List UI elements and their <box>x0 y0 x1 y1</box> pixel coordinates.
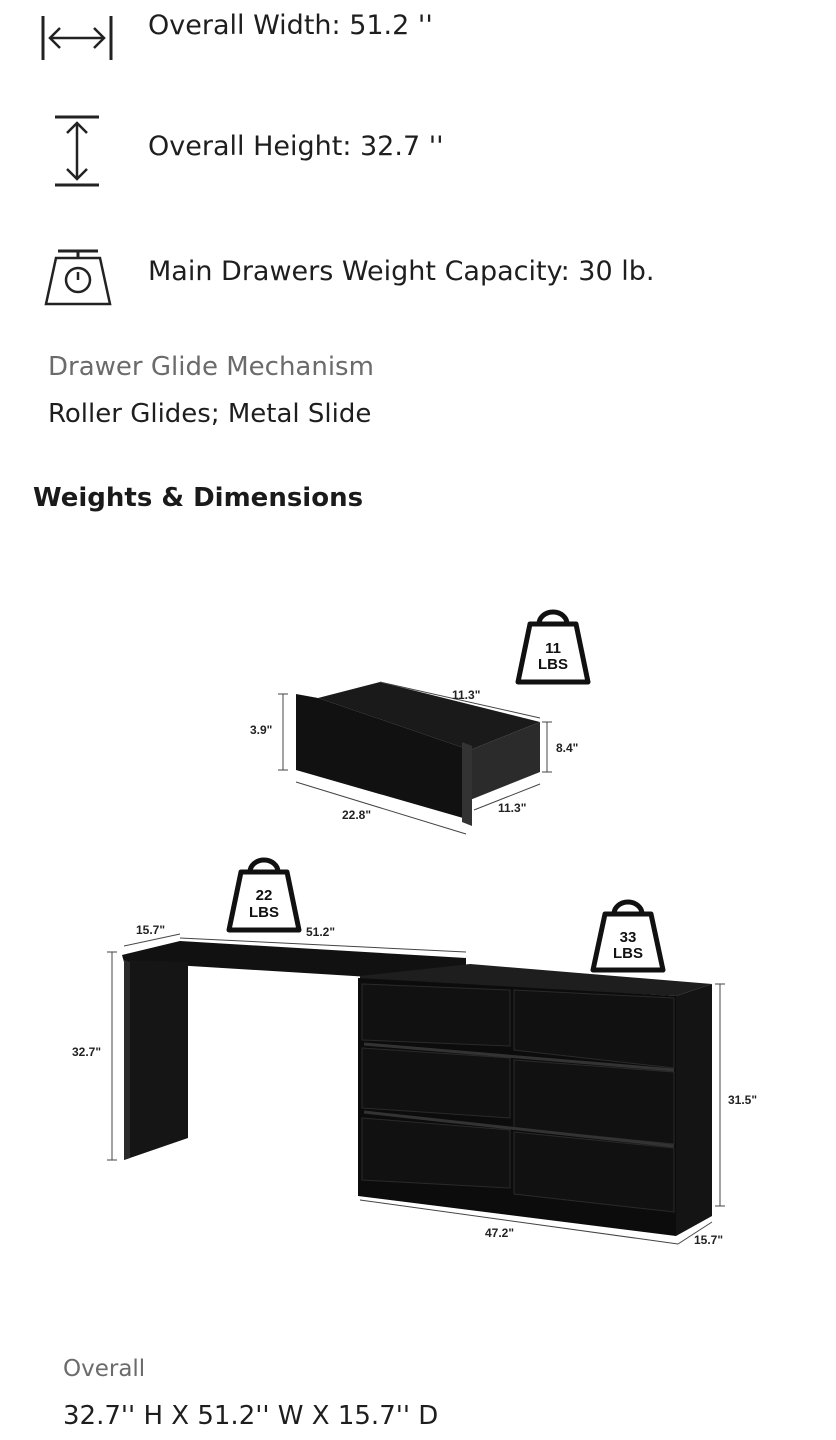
overall-dimensions-value: 32.7'' H X 51.2'' W X 15.7'' D <box>63 1401 439 1431</box>
desk-depth-dim: 15.7" <box>136 923 166 937</box>
overall-height-text: Overall Height: 32.7 '' <box>148 131 444 162</box>
drawer-depth-dim: 11.3" <box>498 801 527 815</box>
dresser-width-dim: 47.2" <box>485 1226 515 1240</box>
desk-weight-number: 22 <box>255 887 273 904</box>
dresser-illustration <box>358 964 712 1236</box>
dresser-depth-dim: 15.7" <box>694 1233 724 1247</box>
spec-overall-width <box>0 0 836 72</box>
spec-weight-capacity <box>0 238 836 328</box>
dresser-height-dim: 31.5" <box>728 1093 758 1107</box>
drawer-glide-value: Roller Glides; Metal Slide <box>48 399 372 429</box>
drawer-top-width-dim: 11.3" <box>452 688 481 702</box>
drawer-weight-number: 11 <box>545 640 561 657</box>
dresser-weight-number: 33 <box>619 929 637 946</box>
overall-width-text: Overall Width: 51.2 '' <box>148 10 433 41</box>
desk-height-dim: 32.7" <box>72 1045 102 1059</box>
dresser-weight-icon <box>593 902 663 970</box>
drawer-side-height-dim: 8.4" <box>556 741 579 755</box>
dimensions-diagram <box>0 560 836 1280</box>
drawer-weight-unit: LBS <box>538 656 568 673</box>
width-arrow-icon <box>38 0 118 74</box>
drawer-glide-title: Drawer Glide Mechanism <box>48 352 374 382</box>
desk-weight-unit: LBS <box>249 904 279 921</box>
spec-overall-height <box>0 108 836 198</box>
weights-dimensions-heading: Weights & Dimensions <box>33 483 364 513</box>
drawer-length-dim: 22.8" <box>342 808 372 822</box>
drawer-weight-icon <box>518 612 588 682</box>
scale-icon <box>38 244 118 324</box>
desk-width-dim: 51.2" <box>306 925 336 939</box>
drawer-height-dim: 3.9" <box>250 723 273 737</box>
dresser-weight-unit: LBS <box>613 945 643 962</box>
height-arrow-icon <box>38 108 118 188</box>
desk-weight-icon <box>229 860 299 930</box>
overall-label: Overall <box>63 1356 146 1382</box>
weight-capacity-text: Main Drawers Weight Capacity: 30 lb. <box>148 256 655 287</box>
